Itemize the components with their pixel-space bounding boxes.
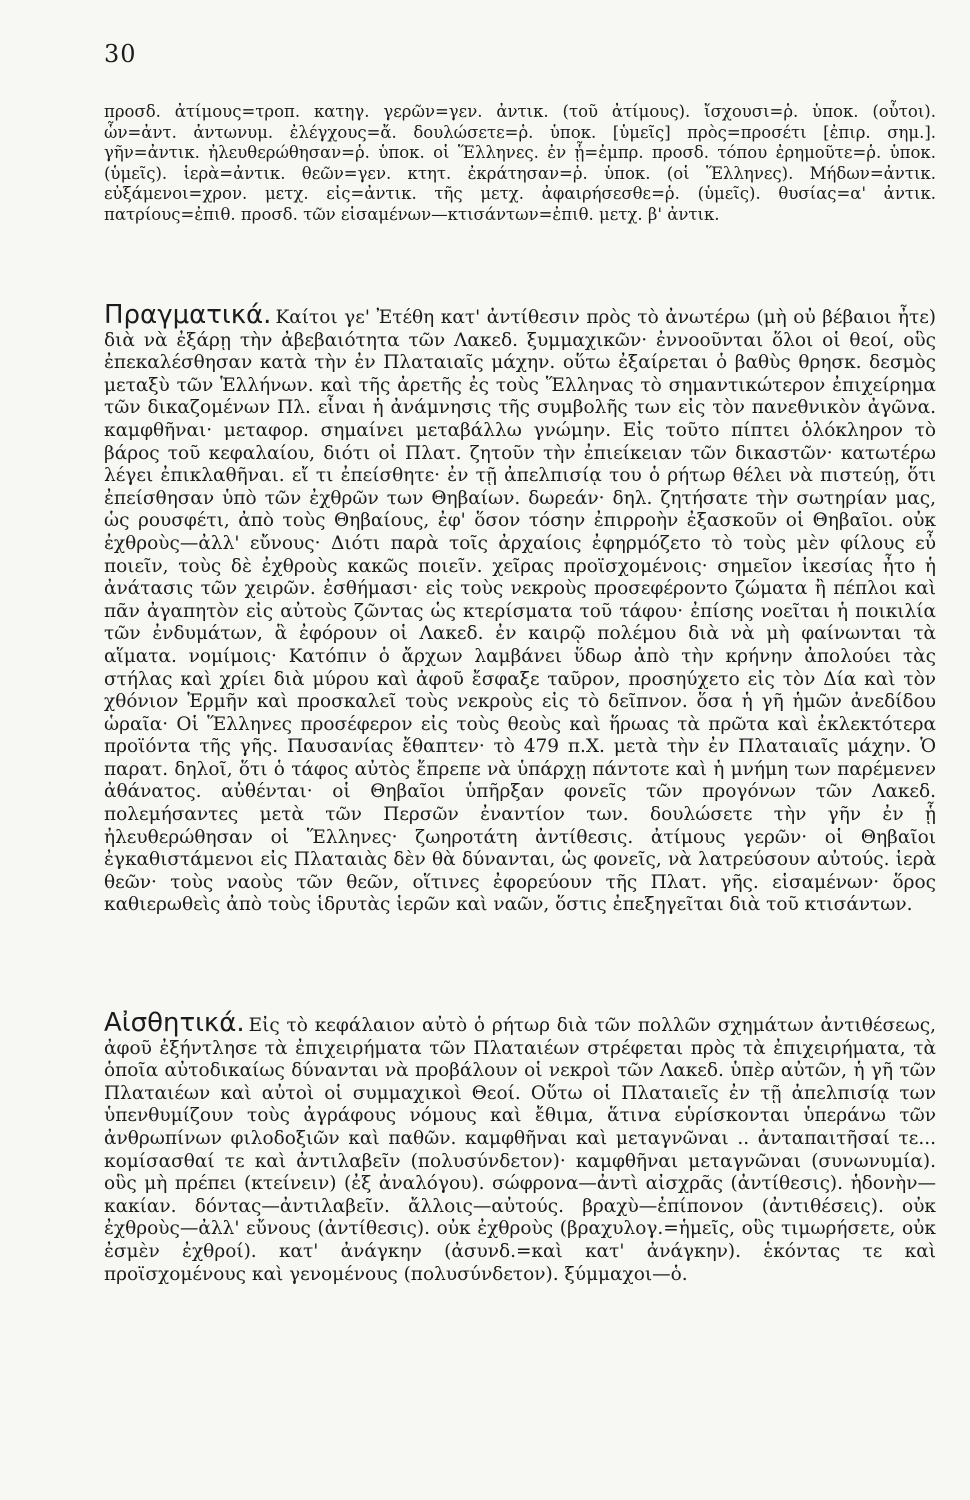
section-heading-pragmatika: Πραγματικά. [104, 300, 272, 330]
section-heading-aisthetika: Αἰσθητικά. [104, 1008, 245, 1038]
grammar-notes: προσδ. ἀτίμους=τροπ. κατηγ. γερῶν=γεν. ἀντικ. (τοῦ ἀτίμους). ἴσχουσι=ῥ. ὑποκ. (οὗτοι). ὧν=ἀντ. ἀντωνυμ. ἐλέγχους=ἄ. δουλώσετε=ῥ. ὑποκ. [ὑμεῖς] πρὸς=προσέτι [ἐπιρ. σημ.]. γῆν=ἀντικ. ἠλευθερώθησαν=ῥ. ὑποκ. οἱ Ἕλληνες. ἐν ᾗ=ἐμπρ. προσδ. τόπου ἐρημοῦτε=ῥ. ὑποκ. (ὑμεῖς). ἱερὰ=ἀντικ. θεῶν=γεν. κτητ. ἐκράτησαν=ῥ. ὑποκ. (οἱ Ἕλληνες). Μήδων=ἀντικ. εὐξάμενοι=χρον. μετχ. εἰς=ἀντικ. τῆς μετχ. ἀφαιρήσεσθε=ῥ. (ὑμεῖς). θυσίας=α' ἀντικ. πατρίους=ἐπιθ. προσδ. τῶν εἱσαμένων—κτισάντων=ἐπιθ. μετχ. β' ἀντικ. [104, 102, 936, 224]
section-aisthetika-paragraph [104, 1008, 936, 1286]
section-text-aisthetika: Εἰς τὸ κεφάλαιον αὐτὸ ὁ ρήτωρ διὰ τῶν πολλῶν σχημάτων ἀντιθέσεως, ἀφοῦ ἐξήντλησε τὰ ἐπιχειρήματα τῶν Πλαταιέων στρέφεται πρὸς τὰ ἐπιχειρήματα, τὰ ὁποῖα αὐτοδικαίως δύνανται νὰ προβάλουν οἱ νεκροὶ τῶν Λακεδ. ὑπὲρ αὐτῶν, ἡ γῆ τῶν Πλαταιέων καὶ αὐτοὶ οἱ συμμαχικοὶ Θεοί. Οὕτω οἱ Πλαταιεῖς ἐν τῇ ἀπελπισίᾳ των ὑπενθυμίζουν τοὺς ἀγράφους νόμους καὶ ἔθιμα, ἅτινα εὑρίσκονται ὑπεράνω τῶν ἀνθρωπίνων φιλοδοξιῶν καὶ παθῶν. καμφθῆναι καὶ μεταγνῶναι .. ἀνταπαιτῆσαί τε... κομίσασθαί τε καὶ ἀντιλαβεῖν (πολυσύνδετον)· καμφθῆναι μεταγνῶναι (συνωνυμία). οὓς μὴ πρέπει (κτείνειν) (ἐξ ἀναλόγου). σώφρονα—ἀντὶ αἰσχρᾶς (ἀντίθεσις). ἡδονὴν—κακίαν. δόντας—ἀντιλαβεῖν. ἄλλοις—αὐτούς. βραχὺ—ἐπίπονον (ἀντιθέσεις). οὐκ ἐχθροὺς—ἀλλ' εὔνους (ἀντίθεσις). οὐκ ἐχθροὺς (βραχυλογ.=ἡμεῖς, οὓς τιμωρήσετε, οὐκ ἐσμὲν ἐχθροί). κατ' ἀνάγκην (ἀσυνδ.=καὶ κατ' ἀνάγκην). ἑκόντας τε καὶ προϊσχομένους καὶ γενομένους (πολυσύνδετον). ξύμμαχοι—ὁ. [104, 1015, 936, 1285]
section-pragmatika [104, 300, 936, 917]
page-number: 30 [104, 40, 137, 68]
section-pragmatika-paragraph [104, 300, 936, 917]
section-aisthetika [104, 1008, 936, 1286]
section-text-pragmatika: Καίτοι γε' Ἐτέθη κατ' ἀντίθεσιν πρὸς τὸ ἀνωτέρω (μὴ οὐ βέβαιοι ἦτε) διὰ νὰ ἐξάρῃ τὴν ἀβεβαιότητα τῶν Λακεδ. ξυμμαχικῶν· ἐννοοῦνται ὅλοι οἱ θεοί, οὓς ἐπεκαλέσθησαν κατὰ τὴν ἐν Πλαταιαῖς μάχην. οὕτω ἐξαίρεται ὁ βαθὺς θρησκ. δεσμὸς μεταξὺ τῶν Ἑλλήνων. καὶ τῆς ἀρετῆς ἐς τοὺς Ἕλληνας τὸ σημαντικώτερον ἐπιχείρημα τῶν δικαζομένων Πλ. εἶναι ἡ ἀνάμνησις τῆς συμβολῆς των εἰς τὸν πανεθνικὸν ἀγῶνα. καμφθῆναι· μεταφορ. σημαίνει μεταβάλλω γνώμην. Εἰς τοῦτο πίπτει ὁλόκληρον τὸ βάρος τοῦ κεφαλαίου, διότι οἱ Πλατ. ζητοῦν τὴν ἐπιείκειαν τῶν δικαστῶν· κατωτέρω λέγει ἐπικλαθῆναι. εἴ τι ἐπείσθητε· ἐν τῇ ἀπελπισίᾳ του ὁ ρήτωρ θέλει νὰ πιστεύῃ, ὅτι ἐπείσθησαν ὑπὸ τῶν ἐχθρῶν των Θηβαίων. δωρεάν· δηλ. ζητήσατε τὴν σωτηρίαν μας, ὡς ρουσφέτι, ἀπὸ τοὺς Θηβαίους, ἐφ' ὅσον τόσην ἐπιρροὴν ἐξασκοῦν οἱ Θηβαῖοι. οὐκ ἐχθροὺς—ἀλλ' εὔνους· Διότι παρὰ τοῖς ἀρχαίοις ἐφηρμόζετο τὸ τοὺς μὲν φίλους εὖ ποιεῖν, τοὺς δὲ ἐχθροὺς κακῶς ποιεῖν. χεῖρας προϊσχομένοις· σημεῖον ἱκεσίας ἦτο ἡ ἀνάτασις τῶν χειρῶν. ἐσθήμασι· εἰς τοὺς νεκροὺς προσεφέροντο ζώματα ἢ πέπλοι καὶ πᾶν ἀγαπητὸν εἰς αὐτοὺς ζῶντας ὡς κτερίσματα τοῦ τάφου· ἐπίσης νοεῖται ἡ ποικιλία τῶν ἐνδυμάτων, ἃ ἐφόρουν οἱ Λακεδ. ἐν καιρῷ πολέμου διὰ νὰ μὴ φαίνωνται τὰ αἵματα. νομίμοις· Κατόπιν ὁ ἄρχων λαμβάνει ὕδωρ ἀπὸ τὴν κρήνην ἀπολούει τὰς στήλας καὶ χρίει διὰ μύρου καὶ ἀφοῦ ἔσφαξε ταῦρον, προσηύχετο εἰς τὸν Δία καὶ τὸν χθόνιον Ἑρμῆν καὶ προσκαλεῖ τοὺς νεκροὺς εἰς τὸ δεῖπνον. ὅσα ἡ γῆ ἡμῶν ἀνεδίδου ὡραῖα· Οἱ Ἕλληνες προσέφερον εἰς τοὺς θεοὺς καὶ ἥρωας τὰ πρῶτα καὶ ἐκλεκτότερα προϊόντα τῆς γῆς. Παυσανίας ἔθαπτεν· τὸ 479 π.Χ. μετὰ τὴν ἐν Πλαταιαῖς μάχην. Ὁ παρατ. δηλοῖ, ὅτι ὁ τάφος αὐτὸς ἔπρεπε νὰ ὑπάρχῃ πάντοτε καὶ ἡ μνήμη των παρέμενεν ἀθάνατος. αὐθένται· οἱ Θηβαῖοι ὑπῆρξαν φονεῖς τῶν προγόνων τῶν Λακεδ. πολεμήσαντες μετὰ τῶν Περσῶν ἐναντίον των. δουλώσετε τὴν γῆν ἐν ᾗ ἠλευθερώθησαν οἱ Ἕλληνες· ζωηροτάτη ἀντίθεσις. ἀτίμους γερῶν· οἱ Θηβαῖοι ἐγκαθιστάμενοι εἰς Πλαταιὰς δὲν θὰ δύνανται, ὡς φονεῖς, νὰ λατρεύσουν αὐτούς. ἱερὰ θεῶν· τοὺς ναοὺς τῶν θεῶν, οἵτινες ἐφορεύουν τῆς Πλατ. γῆς. εἱσαμένων· ὅρος καθιερωθεὶς ἀπὸ τοὺς ἱδρυτὰς ἱερῶν καὶ ναῶν, ὅστις ἐπεξηγεῖται διὰ τοῦ κτισάντων. [104, 307, 936, 916]
